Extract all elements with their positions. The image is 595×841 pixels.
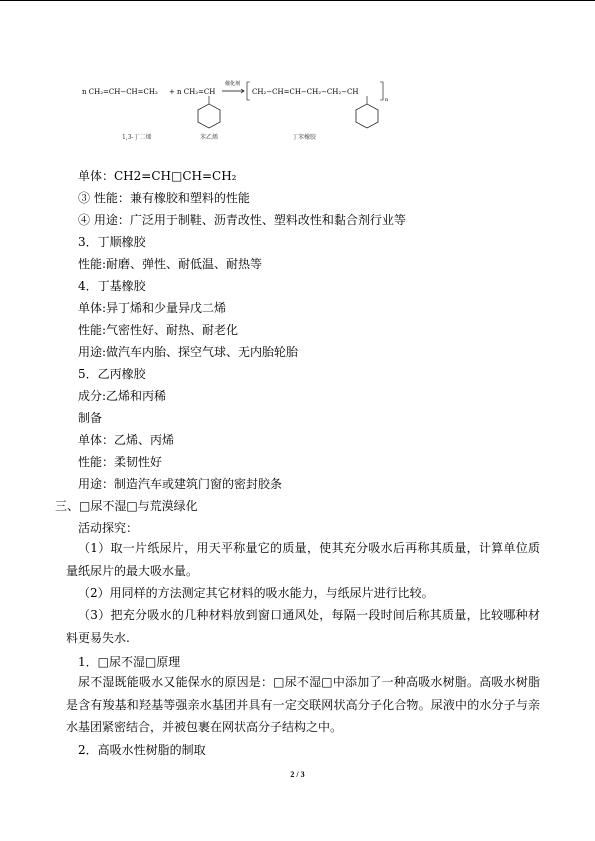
activity-heading: 活动探究：: [78, 521, 139, 535]
butyl-usage: 用途:做汽车内胎、探空气球、无内胎轮胎: [78, 345, 299, 359]
bracket-left: [247, 82, 250, 100]
catalyst-label: 催化剂: [225, 81, 241, 87]
plus-sign: +: [169, 88, 175, 96]
label-butadiene: 1,3-丁二烯: [122, 134, 152, 141]
ep-preparation: 制备: [78, 411, 103, 425]
section-three-heading: 三、□尿不湿□与荒漠绿化: [55, 499, 198, 513]
benzene-ring-icon: [198, 104, 220, 128]
product-formula: CH₂−CH=CH−CH₂−CH₂−CH: [252, 88, 359, 96]
reactant-styrene: n CH₂=CH: [177, 88, 216, 96]
ep-composition: 成分:乙烯和丙稀: [78, 389, 167, 403]
product-n: n: [385, 97, 389, 103]
ep-monomer: 单体：乙烯、丙烯: [78, 433, 175, 447]
page-number: 2 / 3: [290, 770, 305, 779]
ep-property: 性能：柔韧性好: [78, 455, 163, 469]
label-product: 丁苯橡胶: [292, 134, 317, 141]
reaction-equation: [72, 74, 532, 164]
activity-step-1: （1）取一片纸尿片，用天平称量它的质量，使其充分吸水后再称其质量，计算单位质量纸尿片的最大吸水量。: [66, 541, 540, 578]
ep-usage: 用途：制造汽车或建筑门窗的密封胶条: [78, 477, 283, 491]
activity-step-2: （2）用同样的方法测定其它材料的吸水能力，与纸尿片进行比较。: [78, 586, 434, 600]
usage-line: ④ 用途：广泛用于制鞋、沥青改性、塑料改性和黏合剂行业等: [78, 213, 406, 227]
heading-butyl-rubber: 4．丁基橡胶: [78, 279, 146, 293]
monomer-line: 单体：CH2=CH□CH=CH₂: [78, 169, 237, 183]
cis-rubber-property: 性能:耐磨、弹性、耐低温、耐热等: [78, 257, 263, 271]
butyl-property: 性能:气密性好、耐热、耐老化: [78, 323, 239, 337]
product-benzene-ring-icon: [356, 104, 378, 128]
header-rule: [0, 0, 595, 1]
label-styrene: 苯乙烯: [200, 134, 219, 141]
property-line: ③ 性能：兼有橡胶和塑料的性能: [78, 191, 250, 205]
heading-ep-rubber: 5．乙丙橡胶: [78, 367, 146, 381]
principle-heading: 1．□尿不湿□原理: [78, 655, 181, 669]
activity-step-3: （3）把充分吸水的几种材料放到窗口通风处，每隔一段时间后称其质量，比较哪种材料更易失水.: [66, 608, 540, 645]
heading-cis-butadiene-rubber: 3．丁顺橡胶: [78, 235, 146, 249]
butyl-monomer: 单体:异丁烯和少量异戊二烯: [78, 301, 227, 315]
reactant-butadiene: n CH₂=CH−CH=CH₂: [82, 88, 158, 96]
resin-heading: 2．高吸水性树脂的制取: [78, 743, 206, 757]
principle-paragraph: 尿不湿既能吸水又能保水的原因是：□尿不湿□中添加了一种高吸水树脂。高吸水树脂是含有羧基和羟基等强亲水基团并具有一定交联网状高分子化合物。尿液中的水分子与亲水基团紧密结合，并被包裹在网状高分子结构之中。: [66, 675, 540, 734]
bracket-right: [380, 82, 383, 100]
